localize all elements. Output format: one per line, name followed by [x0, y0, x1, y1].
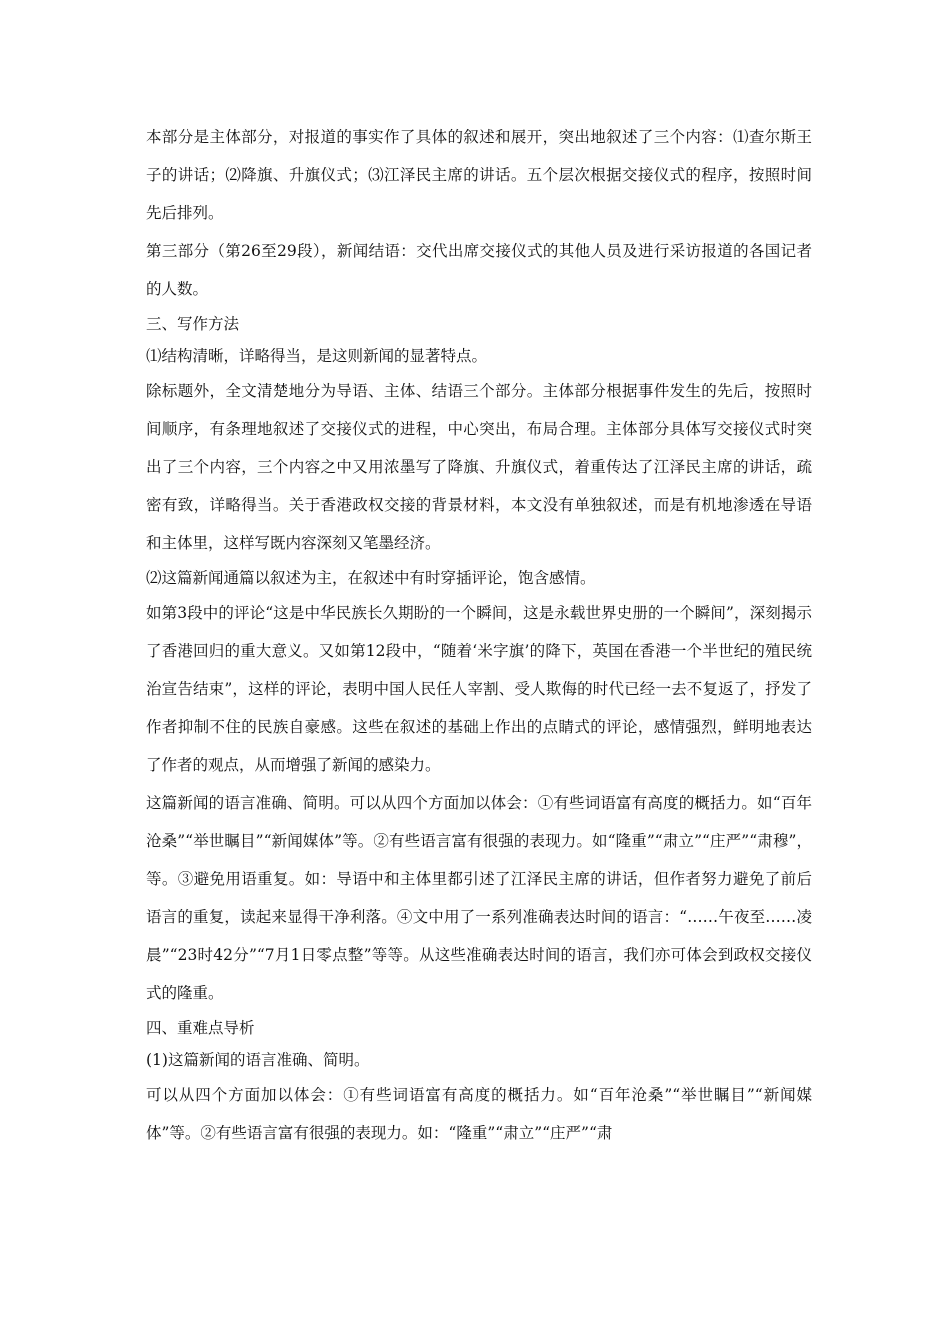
- paragraph-key-point-one: (1)这篇新闻的语言准确、简明。: [146, 1051, 370, 1069]
- paragraph-point-two: ⑵这篇新闻通篇以叙述为主，在叙述中有时穿插评论，饱含感情。: [146, 569, 596, 587]
- paragraph-commentary-examples: 如第3段中的评论“这是中华民族长久期盼的一个瞬间，这是永载世界史册的一个瞬间”，深刻揭示了香港回归的重大意义。又如第12段中，“随着‘米字旗’的降下，英国在香港一个半世纪的殖民统治宣告结束”，这样的评论，表明中国人民任人宰割、受人欺侮的时代已经一去不复返了，抒发了作者抑制不住的民族自豪感。这些在叙述的基础上作出的点睛式的评论，感情强烈，鲜明地表达了作者的观点，从而增强了新闻的感染力。: [146, 604, 812, 774]
- paragraph-main-body-summary: 本部分是主体部分，对报道的事实作了具体的叙述和展开，突出地叙述了三个内容：⑴查尔斯王子的讲话；⑵降旗、升旗仪式；⑶江泽民主席的讲话。五个层次根据交接仪式的程序，按照时间先后排列。: [146, 128, 812, 222]
- paragraph-point-one: ⑴结构清晰，详略得当，是这则新闻的显著特点。: [146, 347, 488, 365]
- paragraph-part-three: 第三部分（第26至29段），新闻结语：交代出席交接仪式的其他人员及进行采访报道的各国记者的人数。: [146, 242, 812, 298]
- paragraph-key-point-detail: 可以从四个方面加以体会：①有些词语富有高度的概括力。如“百年沧桑”“举世瞩目”“新闻媒体”等。②有些语言富有很强的表现力。如：“隆重”“肃立”“庄严”“肃: [146, 1086, 812, 1142]
- document-body: [146, 118, 812, 1152]
- section-heading-writing-method: 三、写作方法: [146, 315, 240, 333]
- paragraph-structure-analysis: 除标题外，全文清楚地分为导语、主体、结语三个部分。主体部分根据事件发生的先后，按照时间顺序，有条理地叙述了交接仪式的进程，中心突出，布局合理。主体部分具体写交接仪式时突出了三个内容，三个内容之中又用浓墨写了降旗、升旗仪式，着重传达了江泽民主席的讲话，疏密有致，详略得当。关于香港政权交接的背景材料，本文没有单独叙述，而是有机地渗透在导语和主体里，这样写既内容深刻又笔墨经济。: [146, 382, 812, 552]
- paragraph-language-analysis: 这篇新闻的语言准确、简明。可以从四个方面加以体会：①有些词语富有高度的概括力。如“百年沧桑”“举世瞩目”“新闻媒体”等。②有些语言富有很强的表现力。如“隆重”“肃立”“庄严”“肃穆”，等。③避免用语重复。如：导语中和主体里都引述了江泽民主席的讲话，但作者努力避免了前后语言的重复，读起来显得干净利落。④文中用了一系列准确表达时间的语言：“……午夜至……凌晨”“23时42分”“7月1日零点整”等等。从这些准确表达时间的语言，我们亦可体会到政权交接仪式的隆重。: [146, 794, 813, 1002]
- section-heading-key-points: 四、重难点导析: [146, 1019, 255, 1037]
